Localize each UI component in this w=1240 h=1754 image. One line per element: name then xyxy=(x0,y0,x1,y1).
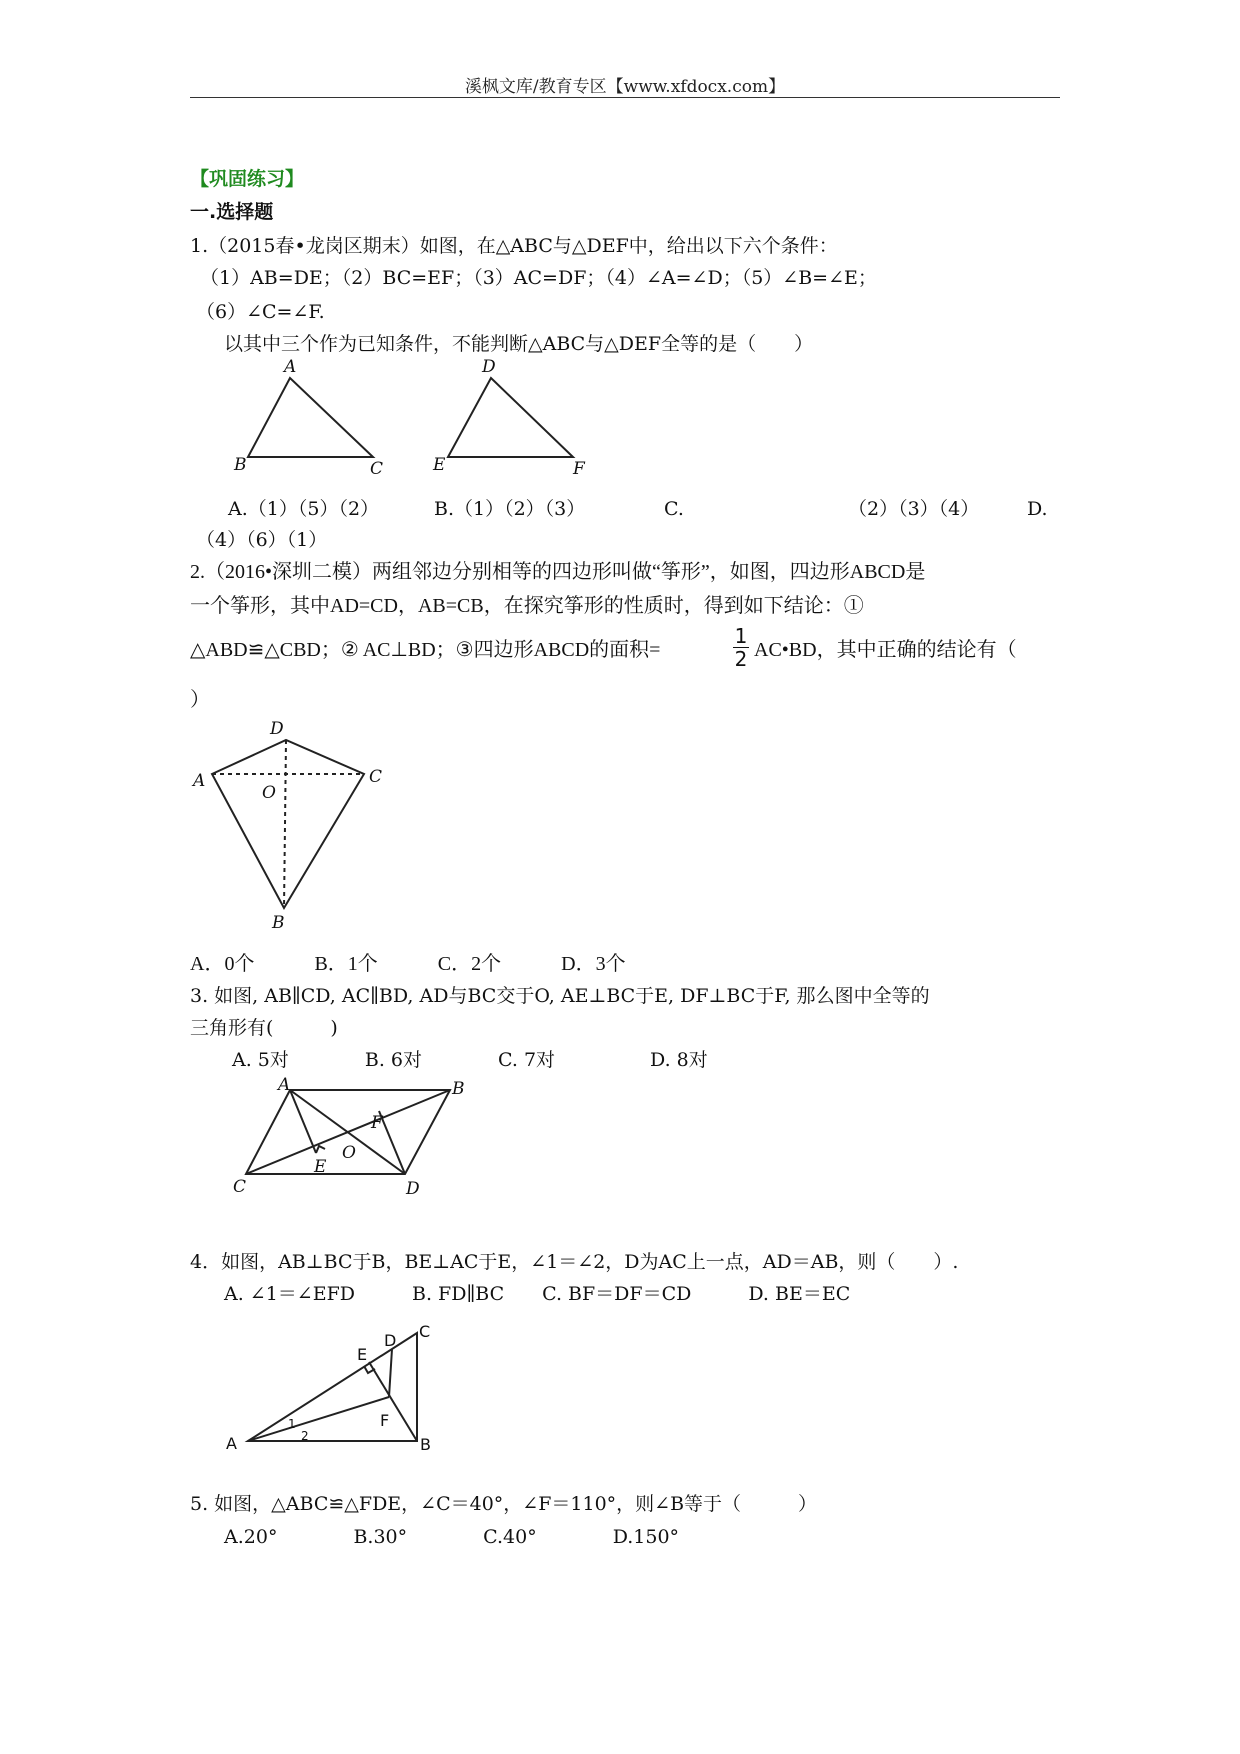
q3-line-1: 3. 如图, AB∥CD, AC∥BD, AD与BC交于O, AE⊥BC于E, DF⊥BC于F, 那么图中全等的 xyxy=(190,985,930,1007)
label-d: D xyxy=(482,357,496,377)
label-a: A xyxy=(278,1075,291,1095)
label-d: D xyxy=(384,1331,397,1350)
label-c: C xyxy=(419,1322,431,1341)
page-header: 溪枫文库/教育专区【www.xfdocx.com】 xyxy=(464,77,786,97)
q1-question: 以其中三个作为已知条件，不能判断△ABC与△DEF全等的是（ ） xyxy=(224,333,814,355)
label-f: F xyxy=(573,459,585,479)
q4-stem: 4．如图，AB⊥BC于B，BE⊥AC于E，∠1＝∠2，D为AC上一点，AD＝AB，则（ ）. xyxy=(190,1251,959,1273)
angle-label-1: 1 xyxy=(288,1417,296,1431)
right-angle-mark-e xyxy=(364,1366,375,1373)
label-f: F xyxy=(380,1411,390,1430)
segment-af xyxy=(248,1397,389,1441)
angle-label-2: 2 xyxy=(301,1429,309,1443)
label-a: A xyxy=(193,771,206,791)
q1-option-c-value: （2）（3）（4） xyxy=(848,498,980,520)
label-b: B xyxy=(420,1435,431,1454)
fraction-numerator: 1 xyxy=(734,624,748,648)
label-o: O xyxy=(342,1143,356,1163)
q1-conditions-2: （6）∠C=∠F. xyxy=(196,301,325,323)
label-b: B xyxy=(452,1079,465,1099)
segment-fd xyxy=(389,1349,392,1397)
label-c: C xyxy=(370,459,384,479)
q4-options: A. ∠1＝∠EFD B. FD∥BC C. BF＝DF＝CD D. BE＝EC xyxy=(224,1283,851,1305)
label-c: C xyxy=(233,1177,247,1197)
q2-line-3a: △ABD≌△CBD；② AC⊥BD；③四边形ABCD的面积= xyxy=(190,639,661,661)
label-f: F xyxy=(371,1113,383,1133)
q1-conditions-1: （1）AB=DE；（2）BC=EF；（3）AC=DF；（4）∠A=∠D；（5）∠B=∠E； xyxy=(200,267,877,289)
label-e: E xyxy=(433,455,446,475)
label-d: D xyxy=(270,719,284,739)
q3-options: A. 5对 B. 6对 C. 7对 D. 8对 xyxy=(232,1049,708,1071)
q1-option-b: B.（1）（2）（3） xyxy=(434,498,586,520)
fraction-denominator: 2 xyxy=(734,647,748,671)
label-e: E xyxy=(357,1345,368,1364)
label-a: A xyxy=(284,357,297,377)
section-title: 【巩固练习】 xyxy=(190,168,305,190)
q1-option-a: A.（1）（5）（2） xyxy=(228,498,380,520)
q2-line-2: 一个筝形，其中AD=CD，AB=CB，在探究筝形的性质时，得到如下结论：① xyxy=(190,595,864,617)
label-a: A xyxy=(226,1434,237,1453)
label-c: C xyxy=(369,767,383,787)
q1-option-d-value: （4）（6）（1） xyxy=(196,529,328,551)
label-b: B xyxy=(272,913,285,933)
q3-line-2: 三角形有( ) xyxy=(190,1017,338,1039)
q1-option-d: D. xyxy=(1027,498,1048,520)
label-d: D xyxy=(406,1179,420,1199)
q2-line-4: ） xyxy=(190,689,210,711)
label-b: B xyxy=(234,455,247,475)
q5-options: A.20° B.30° C.40° D.150° xyxy=(224,1526,680,1548)
part-title: 一.选择题 xyxy=(190,201,274,223)
q2-line-3b: AC•BD，其中正确的结论有（ xyxy=(754,639,1017,661)
q1-option-c: C. xyxy=(664,498,684,520)
q2-options: A．0个 B．1个 C．2个 D．3个 xyxy=(190,953,626,975)
q2-line-1: 2.（2016•深圳二模）两组邻边分别相等的四边形叫做“筝形”，如图，四边形ABCD是 xyxy=(190,561,926,583)
label-o: O xyxy=(262,783,276,803)
q5-stem: 5. 如图，△ABC≌△FDE，∠C＝40°，∠F＝110°，则∠B等于（ ） xyxy=(190,1493,818,1515)
label-e: E xyxy=(314,1157,327,1177)
q1-stem: 1.（2015春•龙岗区期末）如图，在△ABC与△DEF中，给出以下六个条件： xyxy=(190,235,838,257)
